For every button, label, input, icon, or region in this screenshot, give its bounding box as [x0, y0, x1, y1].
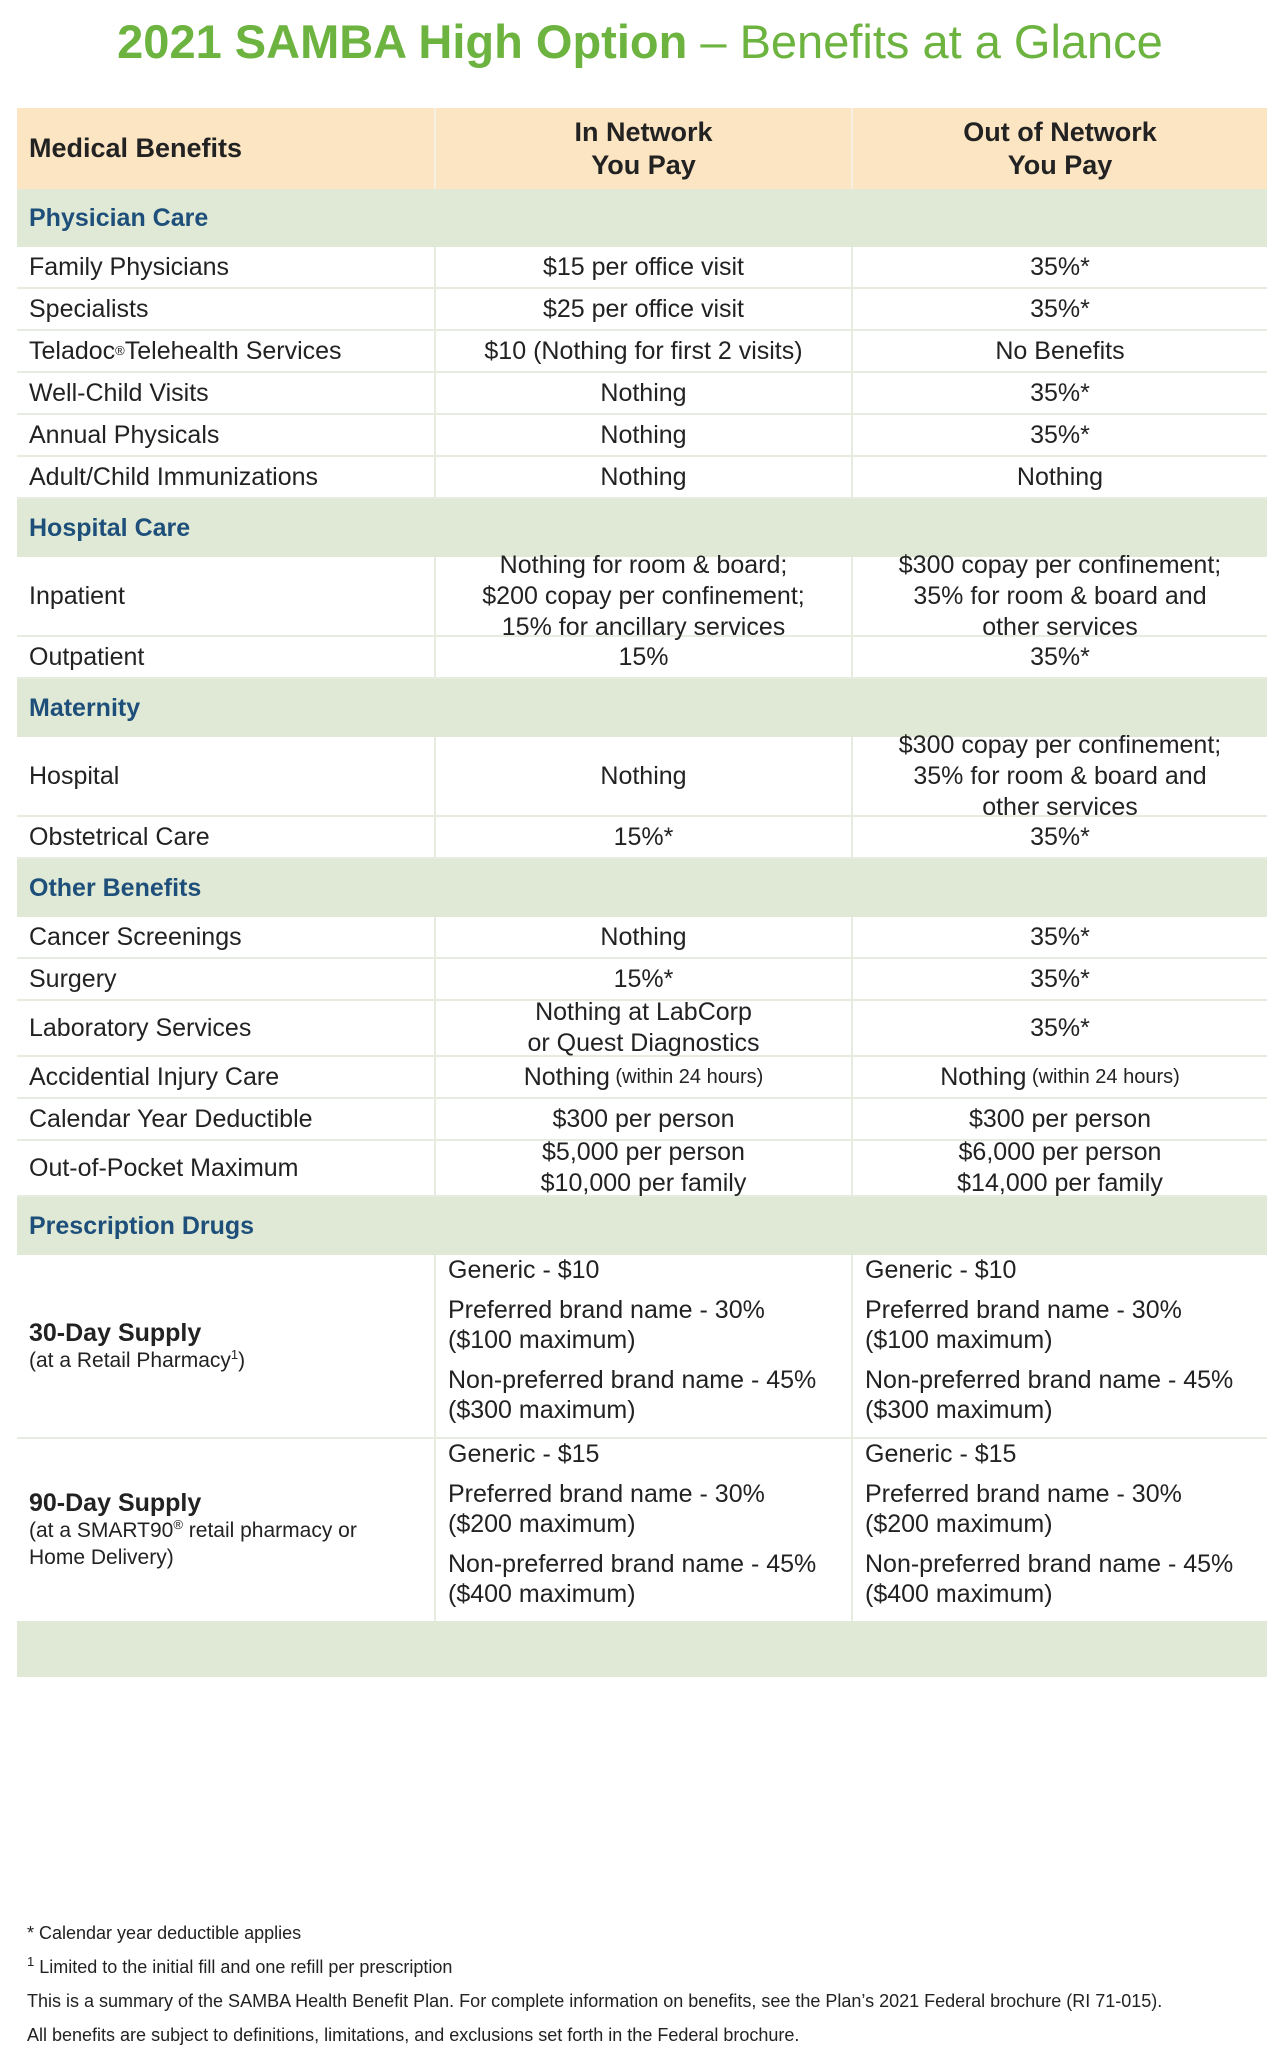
table-header [17, 108, 1267, 189]
in-network-value: Nothing [434, 415, 851, 455]
in-network-value: Nothing [434, 373, 851, 413]
rx-preferred-max: ($200 maximum) [865, 1510, 1053, 1538]
in-network-value: Nothing [434, 737, 851, 815]
footnote-deductible: * Calendar year deductible applies [27, 1923, 302, 1943]
table-row [17, 247, 1267, 289]
benefit-name-rest: Telehealth Services [124, 336, 342, 365]
in-network-value: $10 (Nothing for first 2 visits) [434, 331, 851, 371]
rx-preferred-max: ($100 maximum) [865, 1326, 1053, 1354]
table-row [17, 415, 1267, 457]
out-network-value: 35%* [851, 247, 1267, 287]
benefit-name: Laboratory Services [29, 1013, 252, 1042]
table-row [17, 373, 1267, 415]
table-row [17, 289, 1267, 331]
header-in-network-l1: In Network [574, 116, 713, 147]
header-out-network [851, 108, 1267, 189]
footnote-mark: 1 [27, 1954, 35, 1969]
in-network-value: 15% [434, 637, 851, 677]
benefits-table [17, 108, 1267, 1677]
section-title: Other Benefits [29, 873, 202, 902]
rx-nonpreferred-max: ($400 maximum) [865, 1580, 1053, 1608]
value-line: 35% for room & board and [913, 761, 1207, 790]
in-network-value: $15 per office visit [434, 247, 851, 287]
table-row [17, 331, 1267, 373]
rx-generic: Generic - $15 [865, 1440, 1017, 1468]
value-line: Nothing for room & board; [499, 550, 788, 579]
benefit-name: Teladoc ® Telehealth Services [29, 336, 342, 365]
table-row [17, 1138, 1267, 1197]
value-line: or Quest Diagnostics [527, 1029, 760, 1057]
out-network-value: 35%* [851, 289, 1267, 329]
in-network-value: 15%* [434, 817, 851, 857]
in-network-value [434, 998, 851, 1057]
rx-nonpreferred-max: ($300 maximum) [865, 1396, 1053, 1424]
rx-sub-end: retail pharmacy or [182, 1519, 357, 1542]
rx-generic: Generic - $10 [865, 1256, 1017, 1284]
value-line: $300 copay per confinement; [898, 550, 1222, 579]
title-rest: – Benefits at a Glance [700, 15, 1163, 68]
rx-preferred-max: ($200 maximum) [448, 1510, 636, 1538]
rx-sub-text: (at a Retail Pharmacy [29, 1348, 231, 1372]
out-network-value: 35%* [851, 917, 1267, 957]
in-network-value: Nothing [434, 917, 851, 957]
table-row [17, 1057, 1267, 1099]
value-line: 15% for ancillary services [501, 612, 786, 641]
table-row [17, 917, 1267, 959]
value-line: other services [982, 792, 1138, 821]
rx-supply-subtitle [29, 1347, 245, 1374]
value-note: (within 24 hours) [1026, 1065, 1180, 1088]
rx-supply-subtitle-2: Home Delivery) [29, 1546, 174, 1569]
section-hospital-care [17, 499, 1267, 557]
benefit-name: Surgery [29, 964, 117, 993]
header-medical-benefits: Medical Benefits [29, 133, 243, 163]
value-note: (within 24 hours) [609, 1065, 764, 1088]
section-title: Prescription Drugs [29, 1211, 255, 1240]
rx-preferred-max: ($100 maximum) [448, 1326, 636, 1354]
header-in-network [434, 108, 851, 189]
rx-preferred: Preferred brand name - 30% [448, 1296, 765, 1324]
out-network-value [851, 1138, 1267, 1197]
value-line: $5,000 per person [542, 1138, 745, 1166]
section-maternity [17, 679, 1267, 737]
rx-supply-title: 30-Day Supply [29, 1318, 202, 1347]
rx-preferred: Preferred brand name - 30% [865, 1296, 1182, 1324]
section-title: Hospital Care [29, 513, 191, 542]
out-network-value: $300 per person [851, 1099, 1267, 1139]
out-network-value [851, 550, 1267, 641]
benefit-name: Annual Physicals [29, 420, 220, 449]
rx-generic: Generic - $15 [448, 1440, 600, 1468]
out-network-value: 35%* [851, 415, 1267, 455]
table-row [17, 637, 1267, 679]
header-out-network-l2: You Pay [1007, 149, 1113, 180]
benefit-name: Well-Child Visits [29, 378, 209, 407]
out-network-value: No Benefits [851, 331, 1267, 371]
benefit-name: Out-of-Pocket Maximum [29, 1153, 299, 1182]
benefit-name-main: Teladoc [29, 336, 116, 365]
benefit-name: Calendar Year Deductible [29, 1104, 313, 1133]
table-row [17, 1255, 1267, 1439]
benefit-name: Family Physicians [29, 252, 230, 281]
rx-supply-label [17, 1255, 434, 1437]
rx-nonpreferred-max: ($400 maximum) [448, 1580, 636, 1608]
out-network-value [851, 1057, 1267, 1097]
section-prescription-drugs [17, 1197, 1267, 1255]
out-network-value: Nothing [851, 457, 1267, 497]
benefit-name: Cancer Screenings [29, 922, 242, 951]
out-network-value [851, 730, 1267, 821]
registered-mark: ® [173, 1517, 183, 1532]
value-line: $10,000 per family [540, 1169, 747, 1197]
table-row [17, 959, 1267, 1001]
footnote-mark: 1 [230, 1346, 239, 1362]
table-row [17, 817, 1267, 859]
benefit-name: Outpatient [29, 642, 145, 671]
rx-nonpreferred: Non-preferred brand name - 45% [448, 1366, 817, 1394]
rx-nonpreferred-max: ($300 maximum) [448, 1396, 636, 1424]
in-network-value [434, 550, 851, 641]
header-out-network-l1: Out of Network [963, 116, 1157, 147]
value-line: $14,000 per family [957, 1169, 1163, 1197]
value-line: $200 copay per confinement; [482, 581, 805, 610]
table-row [17, 998, 1267, 1057]
rx-supply-subtitle [29, 1517, 357, 1544]
footnote-summary: This is a summary of the SAMBA Health Benefit Plan. For complete information on benefits, see the Plan’s 2021 Federal brochure (RI 71-015). [27, 1991, 1163, 2011]
in-network-value: $300 per person [434, 1099, 851, 1139]
rx-nonpreferred: Non-preferred brand name - 45% [448, 1550, 817, 1578]
in-network-value: Nothing [434, 457, 851, 497]
value-line: $300 copay per confinement; [898, 730, 1222, 759]
footnote-refill-text: Limited to the initial fill and one refill per prescription [34, 1957, 453, 1977]
table-row [17, 1099, 1267, 1141]
out-network-value: 35%* [851, 637, 1267, 677]
value-line: Nothing at LabCorp [535, 998, 752, 1026]
rx-sub-text: (at a SMART90 [29, 1519, 174, 1542]
out-network-value: 35%* [851, 373, 1267, 413]
out-network-value [851, 1439, 1267, 1621]
benefit-name: Hospital [29, 761, 120, 790]
out-network-value [851, 1255, 1267, 1437]
in-network-value [434, 1138, 851, 1197]
in-network-value: $25 per office visit [434, 289, 851, 329]
table-row [17, 730, 1267, 821]
benefit-name: Specialists [29, 294, 149, 323]
rx-preferred: Preferred brand name - 30% [865, 1480, 1182, 1508]
section-physician-care [17, 189, 1267, 247]
out-network-value: 35%* [851, 1001, 1267, 1055]
section-other-benefits [17, 859, 1267, 917]
value-line: $6,000 per person [958, 1138, 1162, 1166]
in-network-value [434, 1255, 851, 1437]
table-row [17, 457, 1267, 499]
section-title: Maternity [29, 693, 141, 722]
footnote-refill [27, 1950, 1267, 1984]
benefit-name: Obstetrical Care [29, 822, 210, 851]
benefit-name: Accidential Injury Care [29, 1062, 280, 1091]
rx-supply-label [17, 1439, 434, 1621]
benefit-name: Adult/Child Immunizations [29, 462, 319, 491]
value-line: other services [982, 612, 1138, 641]
rx-generic: Generic - $10 [448, 1256, 600, 1284]
benefit-name: Inpatient [29, 581, 125, 610]
title-bold: 2021 SAMBA High Option [117, 15, 688, 68]
rx-sub-end: ) [238, 1348, 246, 1372]
table-row [17, 550, 1267, 641]
in-network-value [434, 1057, 851, 1097]
value-main: Nothing [523, 1062, 610, 1091]
rx-preferred: Preferred brand name - 30% [448, 1480, 765, 1508]
section-title: Physician Care [29, 203, 209, 232]
out-network-value: 35%* [851, 817, 1267, 857]
value-line: 35% for room & board and [913, 581, 1207, 610]
table-footer-bar [17, 1621, 1267, 1677]
header-in-network-l2: You Pay [591, 149, 696, 180]
in-network-value: 15%* [434, 959, 851, 999]
in-network-value [434, 1439, 851, 1621]
footnotes [27, 1916, 1267, 2052]
page-title [0, 12, 1280, 72]
table-row [17, 1439, 1267, 1621]
rx-supply-title: 90-Day Supply [29, 1489, 202, 1517]
rx-nonpreferred: Non-preferred brand name - 45% [865, 1366, 1234, 1394]
value-main: Nothing [940, 1062, 1027, 1091]
footnote-limitations: All benefits are subject to definitions, limitations, and exclusions set forth in the Federal brochure. [27, 2025, 800, 2045]
out-network-value: 35%* [851, 959, 1267, 999]
rx-nonpreferred: Non-preferred brand name - 45% [865, 1550, 1234, 1578]
